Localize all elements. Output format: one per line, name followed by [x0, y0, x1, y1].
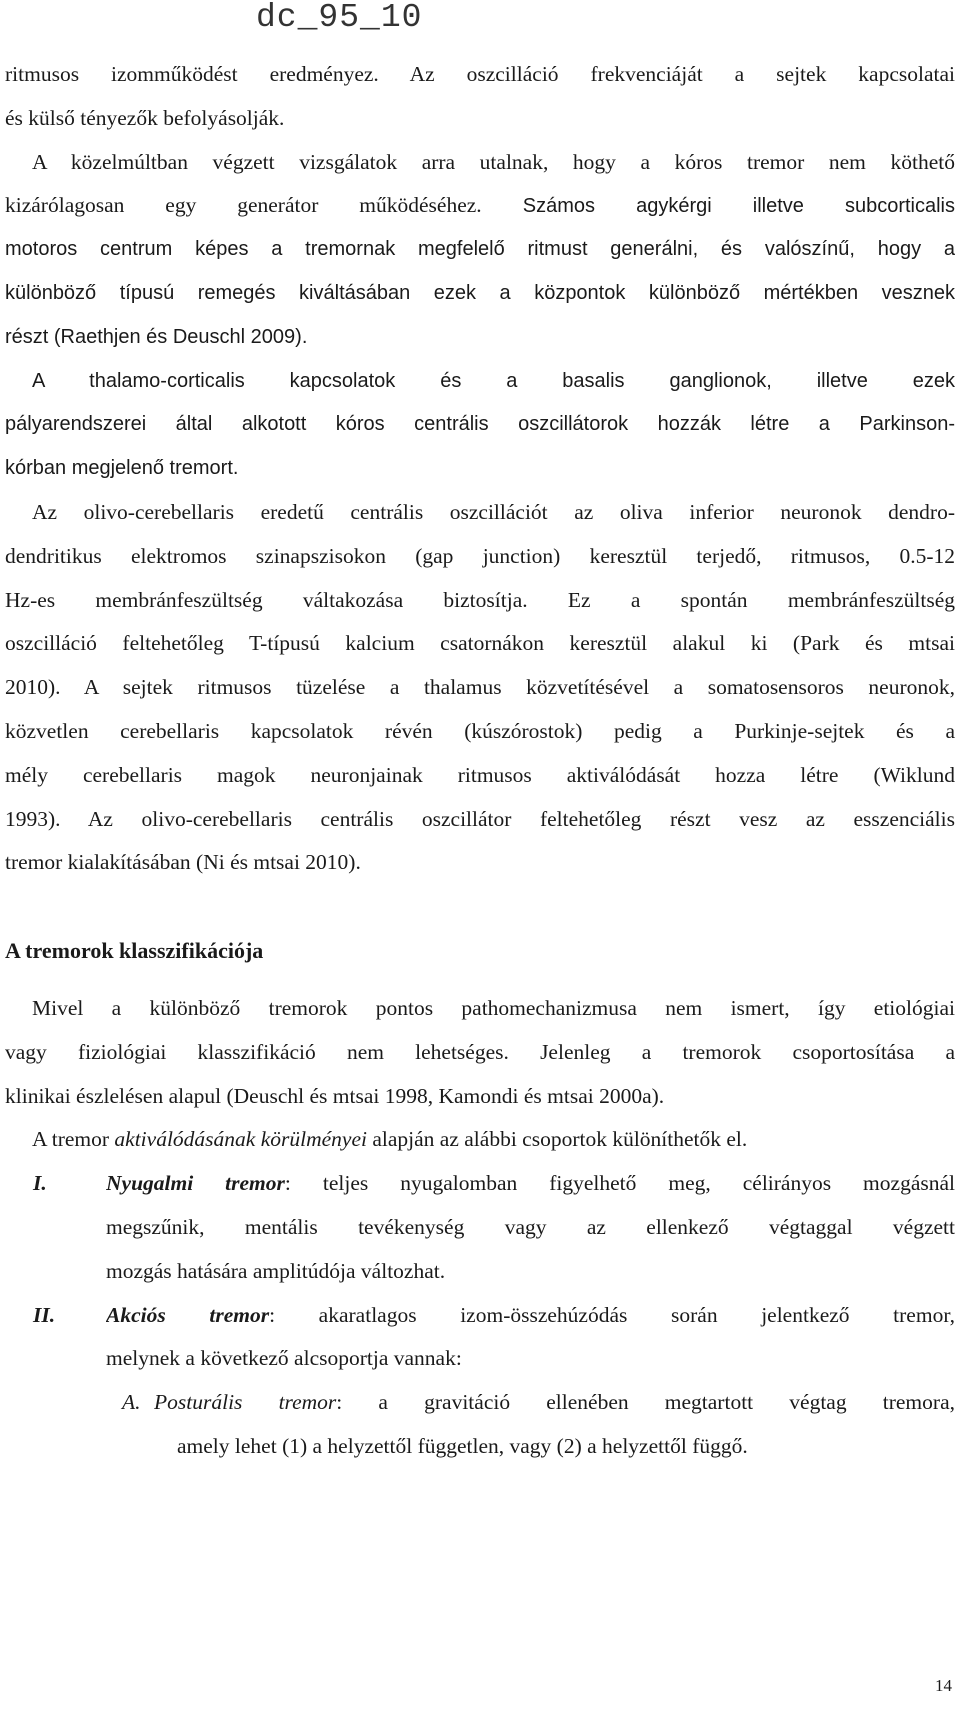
text-line: 1993). Az olivo-cerebellaris centrális oszcillátor feltehetőleg részt vesz az esszenciális: [5, 806, 955, 831]
text-segment: : teljes nyugalomban figyelhető meg, célirányos mozgásnál: [284, 1171, 955, 1196]
list-number: II.: [33, 1302, 56, 1327]
list-item-action-tremor: [5, 1294, 955, 1382]
page-number: 14: [935, 1676, 952, 1695]
text-segment: alapján az alábbi csoportok különíthetők el.: [366, 1127, 748, 1152]
text-line: és külső tényezők befolyásolják.: [5, 105, 285, 130]
text-line: dendritikus elektromos szinapszisokon (gap junction) keresztül terjedő, ritmusos, 0.5-12: [5, 543, 955, 568]
text-segment: : akaratlagos izom-összehúzódás során jelentkező tremor,: [269, 1302, 955, 1327]
text-line: [5, 1118, 955, 1162]
text-line: közvetlen cerebellaris kapcsolatok révén (kúszórostok) pedig a Purkinje-sejtek és a: [5, 718, 955, 743]
list-term: Posturális tremor: [154, 1390, 337, 1415]
text-line: különböző típusú remegés kiváltásában ezek a központok különböző mértékben vesznek: [5, 281, 955, 304]
list-term: Akciós tremor: [106, 1302, 270, 1327]
text-segment: Számos agykérgi illetve subcorticalis: [481, 195, 955, 218]
text-line: pályarendszerei által alkotott kóros centrális oszcillátorok hozzák létre a Parkinson-: [5, 413, 955, 436]
text-line: mély cerebellaris magok neuronjainak ritmusos aktiválódását hozza létre (Wiklund: [5, 762, 955, 787]
text-line: klinikai észlelésen alapul (Deuschl és mtsai 1998, Kamondi és mtsai 2000a).: [5, 1083, 665, 1108]
text-line: kórban megjelenő tremort.: [5, 457, 239, 480]
page-content: [5, 53, 955, 1469]
text-line: 2010). A sejtek ritmusos tüzelése a thalamus közvetítésével a somatosensoros neuronok,: [5, 675, 955, 700]
text-line: ritmusos izomműködést eredményez. Az oszcilláció frekvenciáját a sejtek kapcsolatai: [5, 62, 955, 86]
text-line: Az olivo-cerebellaris eredetű centrális oszcillációt az oliva inferior neuronok dendro-: [32, 499, 955, 524]
section-heading: A tremorok klasszifikációja: [5, 938, 264, 964]
text-line: [5, 184, 955, 228]
list-term: Nyugalmi tremor: [106, 1171, 285, 1196]
sub-list-number: A.: [122, 1390, 141, 1415]
text-line: megszűnik, mentális tevékenység vagy az ellenkező végtaggal végzett: [106, 1214, 955, 1239]
list-item-resting-tremor: [5, 1162, 955, 1293]
text-line: mozgás hatására amplitúdója változhat.: [106, 1258, 446, 1283]
text-segment: : a gravitáció ellenében megtartott végtag tremora,: [336, 1390, 955, 1415]
text-line: A közelmúltban végzett vizsgálatok arra utalnak, hogy a kóros tremor nem köthető: [32, 149, 955, 174]
text-line: Hz-es membránfeszültség váltakozása biztosítja. Ez a spontán membránfeszültség: [5, 587, 955, 612]
text-line: melynek a következő alcsoportja vannak:: [106, 1346, 462, 1371]
text-segment: A tremor: [32, 1127, 115, 1152]
text-line: részt (Raethjen és Deuschl 2009).: [5, 325, 308, 348]
text-line: motoros centrum képes a tremornak megfelelő ritmust generálni, és valószínű, hogy a: [5, 238, 955, 261]
text-line: [154, 1381, 955, 1425]
emphasis-text: aktiválódásának körülményei: [114, 1127, 367, 1152]
text-line: A thalamo-corticalis kapcsolatok és a basalis ganglionok, illetve ezek: [32, 369, 955, 392]
text-line: tremor kialakításában (Ni és mtsai 2010).: [5, 850, 361, 875]
sub-list-item-postural-tremor: [122, 1381, 955, 1469]
text-line: [106, 1294, 955, 1338]
text-line: Mivel a különböző tremorok pontos pathomechanizmusa nem ismert, így etiológiai: [32, 995, 955, 1020]
text-line: vagy fiziológiai klasszifikáció nem lehetséges. Jelenleg a tremorok csoportosítása a: [5, 1039, 955, 1064]
text-line: oszcilláció feltehetőleg T-típusú kalcium csatornákon keresztül alakul ki (Park és mtsai: [5, 631, 955, 656]
text-segment: kizárólagosan egy generátor működéséhez.: [5, 193, 482, 218]
text-line: amely lehet (1) a helyzettől független, vagy (2) a helyzettől függő.: [177, 1433, 748, 1458]
document-id: dc_95_10: [256, 0, 423, 36]
list-number: I.: [33, 1171, 47, 1196]
text-line: [106, 1162, 955, 1206]
